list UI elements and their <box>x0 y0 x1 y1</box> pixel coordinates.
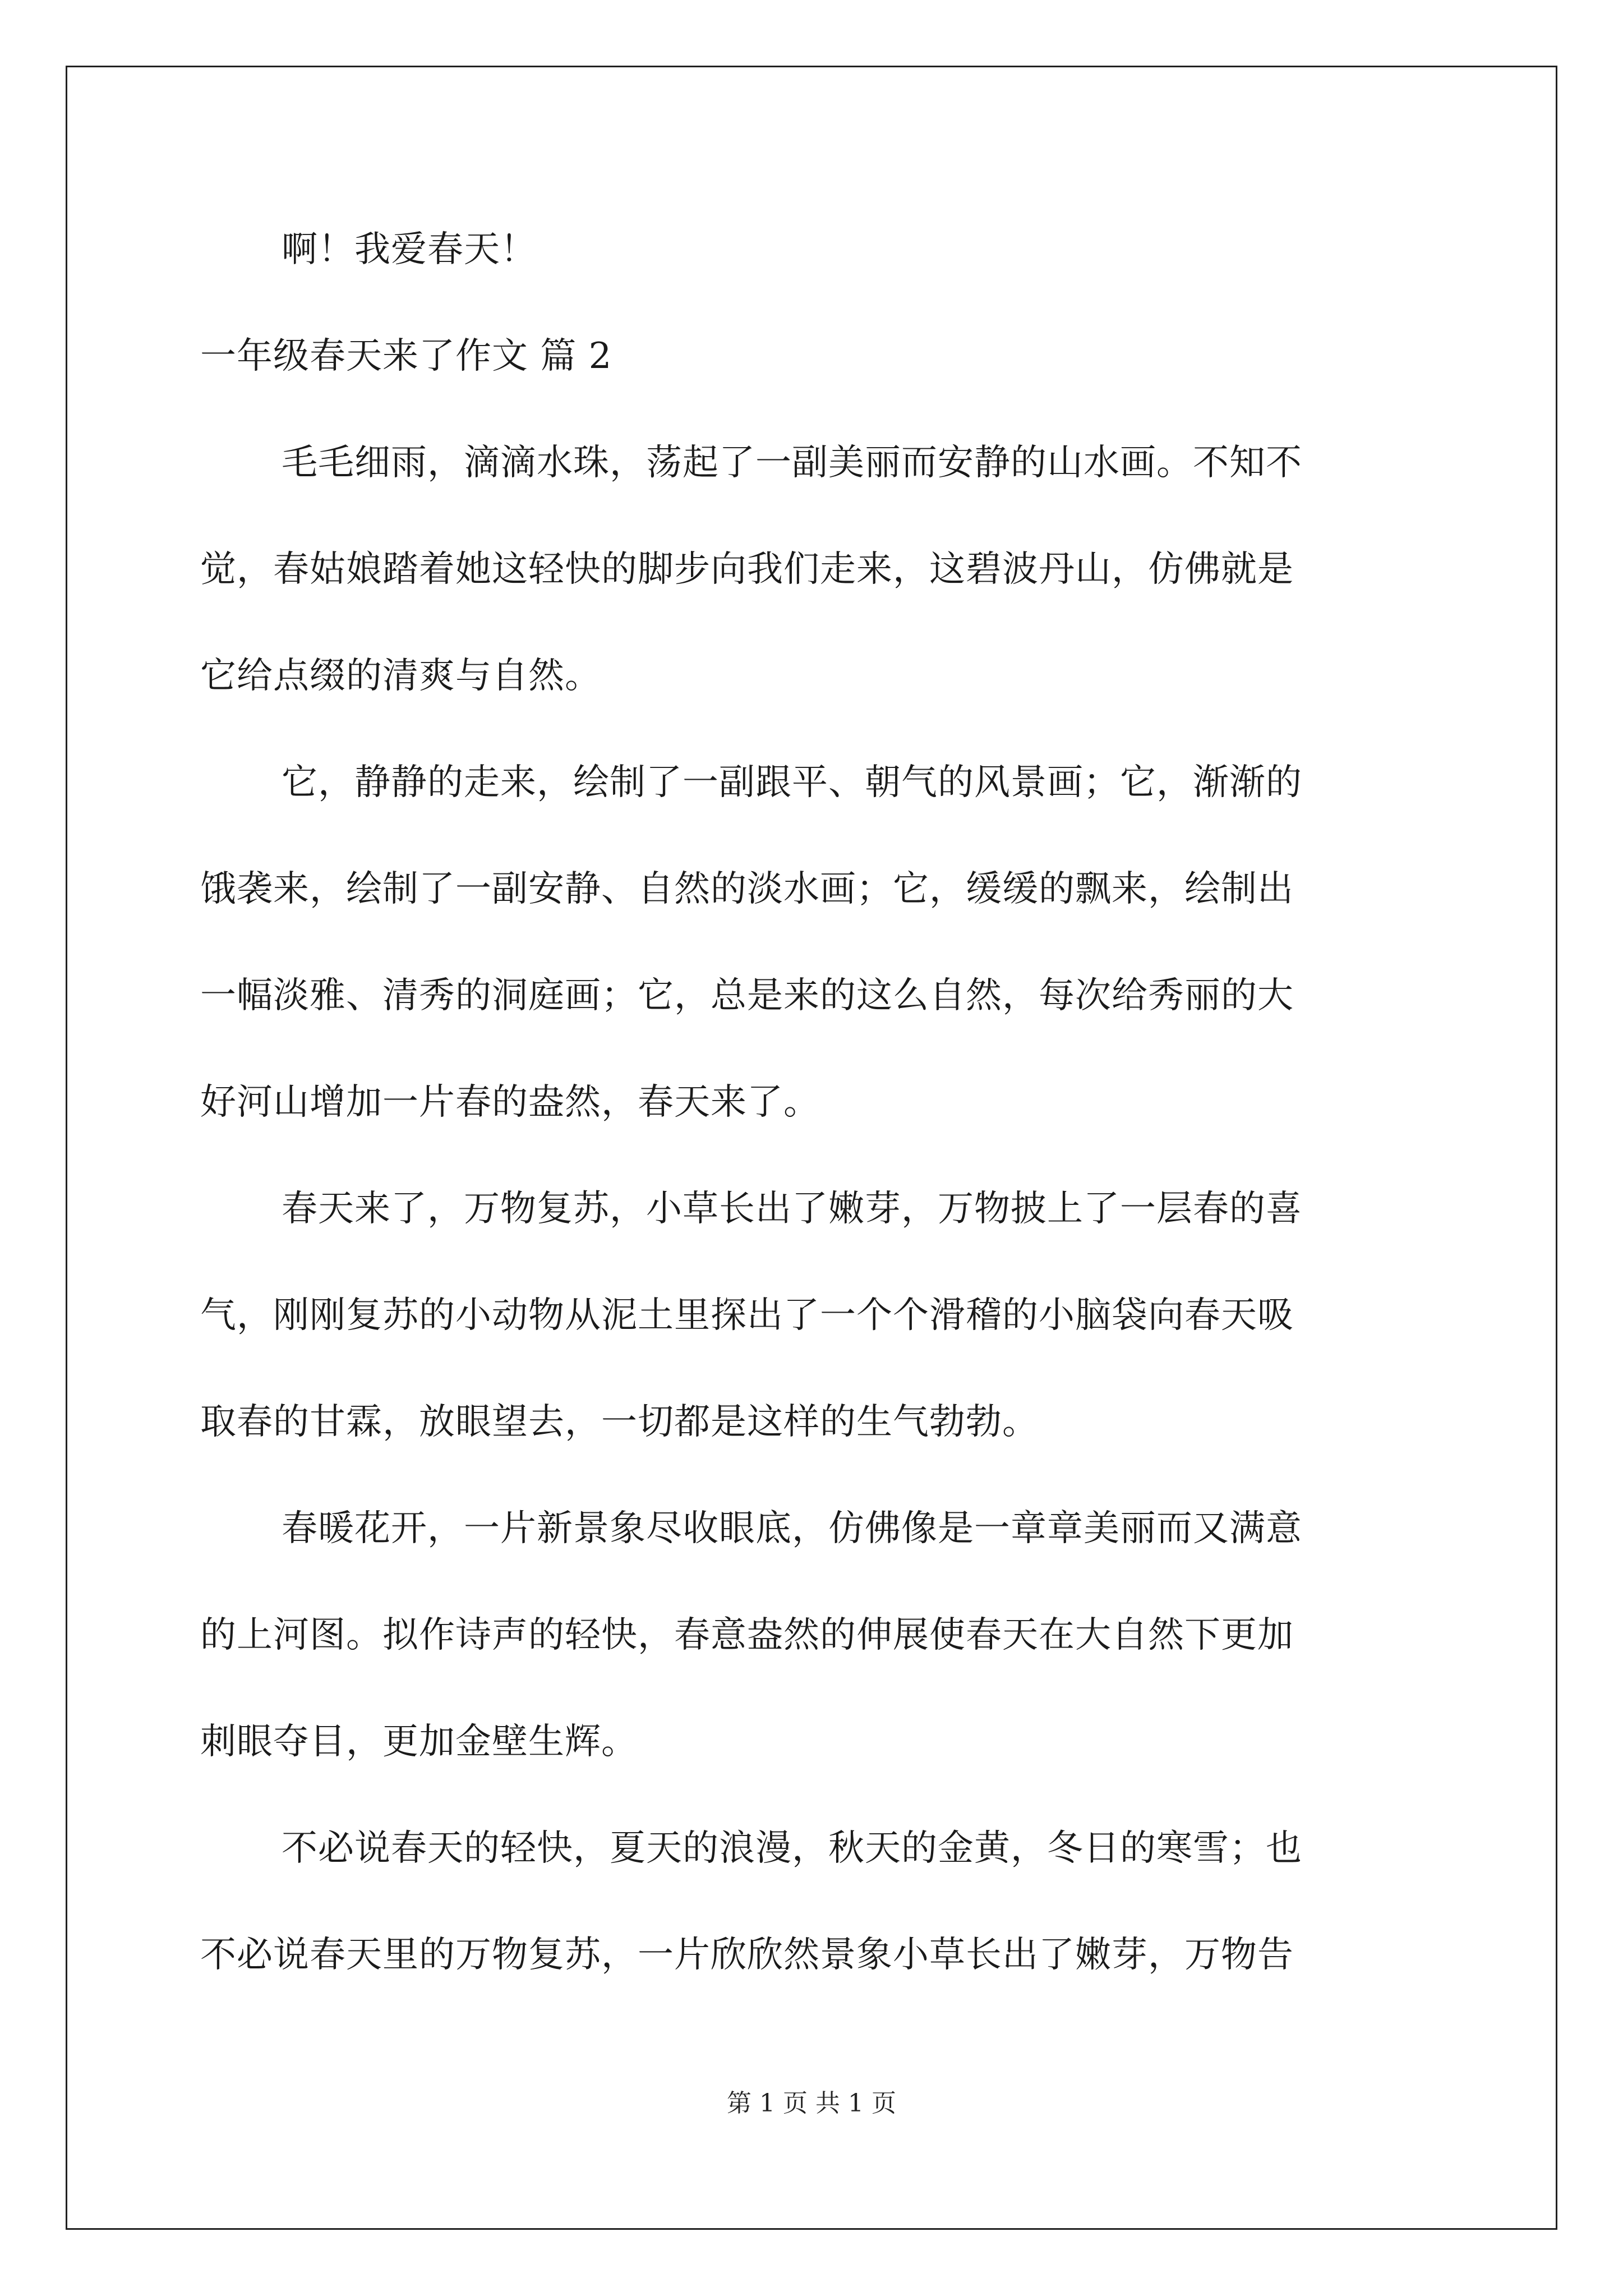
text-line: 春天来了，万物复苏，小草长出了嫩芽，万物披上了一层春的喜 <box>282 1188 1302 1230</box>
text-line: 的上河图。拟作诗声的轻快，春意盎然的伸展使春天在大自然下更加 <box>200 1614 1294 1656</box>
text-line: 刺眼夺目，更加金壁生辉。 <box>200 1721 638 1763</box>
page-number-footer: 第 1 页 共 1 页 <box>727 2089 896 2118</box>
text-line: 气，刚刚复苏的小动物从泥土里探出了一个个滑稽的小脑袋向春天吸 <box>200 1295 1294 1336</box>
text-line: 它，静静的走来，绘制了一副跟平、朝气的风景画；它，渐渐的 <box>282 762 1302 803</box>
text-line: 取春的甘霖，放眼望去，一切都是这样的生气勃勃。 <box>200 1401 1039 1443</box>
text-line: 不必说春天的轻快，夏天的浪漫，秋天的金黄，冬日的寒雪；也 <box>282 1828 1302 1869</box>
page-border <box>66 66 1557 2230</box>
text-line: 春暖花开，一片新景象尽收眼底，仿佛像是一章章美丽而又满意 <box>282 1508 1302 1549</box>
text-line: 它给点缀的清爽与自然。 <box>200 655 601 697</box>
text-line: 好河山增加一片春的盎然，春天来了。 <box>200 1082 820 1123</box>
text-line: 觉，春姑娘踏着她这轻快的脚步向我们走来，这碧波丹山，仿佛就是 <box>200 549 1294 590</box>
text-line: 不必说春天里的万物复苏，一片欣欣然景象小草长出了嫩芽，万物告 <box>200 1934 1294 1976</box>
text-line: 饿袭来，绘制了一副安静、自然的淡水画；它，缓缓的飘来，绘制出 <box>200 868 1294 910</box>
text-line: 毛毛细雨，滴滴水珠，荡起了一副美丽而安静的山水画。不知不 <box>282 442 1302 484</box>
text-line: 一幅淡雅、清秀的洞庭画；它，总是来的这么自然，每次给秀丽的大 <box>200 975 1294 1016</box>
text-line: 啊！我爱春天！ <box>282 229 537 270</box>
section-heading: 一年级春天来了作文 篇 2 <box>200 335 612 377</box>
